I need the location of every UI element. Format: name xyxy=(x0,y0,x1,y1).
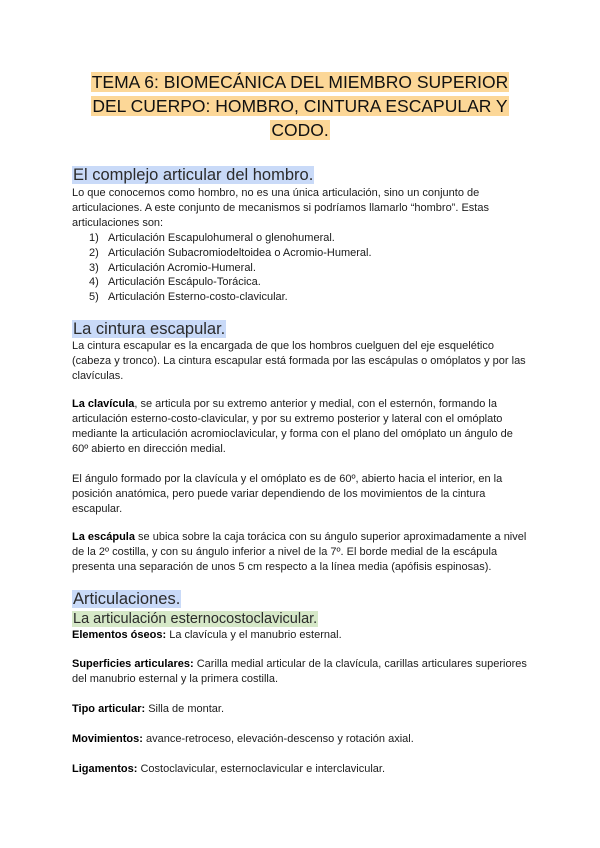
title-line-2: DEL CUERPO: HOMBRO, CINTURA ESCAPULAR Y xyxy=(92,96,508,116)
paragraph-clavicula-text: , se articula por su extremo anterior y medial, con el esternón, formando la articulación esterno-costo-clavicular, y por su extremo posterior y lateral con el omóplato mediante la articulación acromioclavicular, y forma con el plano del omóplato un ángulo de 60º abierto en dirección medial. xyxy=(72,398,513,455)
list-item xyxy=(72,290,532,305)
paragraph-escapula xyxy=(72,530,532,575)
paragraph-cintura: La cintura escapular es la encargada de que los hombros cuelguen del eje esquelético (cabeza y tronco). La cintura escapular está formada por las escápulas o omóplatos y por las clavículas. xyxy=(72,340,526,382)
list-item-number: 4) xyxy=(89,276,99,289)
section-heading-hombro-text: El complejo articular del hombro. xyxy=(73,166,314,184)
list-item-number: 1) xyxy=(89,232,99,244)
field-tipo-articular xyxy=(72,702,532,717)
title-line-1: TEMA 6: BIOMECÁNICA DEL MIEMBRO SUPERIOR xyxy=(91,72,509,92)
document-title xyxy=(60,70,540,142)
list-item-number: 2) xyxy=(89,246,99,259)
term-clavicula: La clavícula xyxy=(72,398,135,410)
subheading-esternocostoclavicular-text: La articulación esternocostoclavicular. xyxy=(73,611,318,627)
field-label: Superficies articulares: xyxy=(72,658,194,670)
term-escapula: La escápula xyxy=(72,531,135,543)
list-item-text: Articulación Subacromiodeltoidea o Acromio-Humeral. xyxy=(108,246,372,259)
field-elementos-oseos xyxy=(72,628,532,643)
paragraph-clavicula xyxy=(72,397,532,457)
field-label: Movimientos: xyxy=(72,733,143,745)
section-heading-articulaciones-text: Articulaciones. xyxy=(73,590,181,608)
field-value: Costoclavicular, esternoclavicular e interclavicular. xyxy=(137,763,386,775)
field-value: Carilla medial articular de la clavícula, carillas articulares superiores del manubrio esternal y la primera costilla. xyxy=(72,658,527,685)
articulation-list xyxy=(72,231,532,305)
field-label: Ligamentos: xyxy=(72,763,138,775)
list-item xyxy=(72,275,532,290)
field-value: La clavícula y el manubrio esternal. xyxy=(166,629,342,641)
section-heading-hombro xyxy=(72,165,532,185)
paragraph-angulo: El ángulo formado por la clavícula y el omóplato es de 60º, abierto hacia el interior, en la posición anatómica, pero puede variar dependiendo de los movimientos de la cintura escapular. xyxy=(72,473,503,515)
field-ligamentos xyxy=(72,762,532,777)
list-item-text: Articulación Esterno-costo-clavicular. xyxy=(108,291,288,304)
list-item xyxy=(72,231,532,246)
list-item-number: 3) xyxy=(89,261,99,274)
field-value: avance-retroceso, elevación-descenso y rotación axial. xyxy=(142,733,414,745)
section-heading-articulaciones xyxy=(72,589,532,609)
section-heading-cintura-text: La cintura escapular. xyxy=(73,320,226,338)
list-item-text: Articulación Escapulohumeral o glenohumeral. xyxy=(108,232,335,244)
subheading-esternocostoclavicular xyxy=(72,610,532,628)
section-heading-cintura xyxy=(72,319,532,339)
paragraph-escapula-text: se ubica sobre la caja torácica con su ángulo superior aproximadamente a nivel de la 2º costilla, y con su ángulo inferior a nivel de la 7º. El borde medial de la escápula presenta una separación de unos 5 cm respecto a la línea media (apófisis espinosas). xyxy=(72,531,527,573)
field-value: Silla de montar. xyxy=(145,703,225,715)
section-hombro-intro: Lo que conocemos como hombro, no es una única articulación, sino un conjunto de articulaciones. A este conjunto de mecanismos si podríamos llamarlo “hombro”. Estas articulaciones son: xyxy=(72,187,489,229)
list-item-text: Articulación Acromio-Humeral. xyxy=(108,261,256,274)
list-item xyxy=(72,261,532,276)
list-item-number: 5) xyxy=(89,291,99,304)
field-superficies-articulares xyxy=(72,657,532,687)
field-label: Tipo articular: xyxy=(72,703,146,715)
title-line-3: CODO. xyxy=(271,120,329,140)
list-item-text: Articulación Escápulo-Torácica. xyxy=(108,276,261,289)
field-label: Elementos óseos: xyxy=(72,629,167,641)
list-item xyxy=(72,246,532,261)
field-movimientos xyxy=(72,732,532,747)
